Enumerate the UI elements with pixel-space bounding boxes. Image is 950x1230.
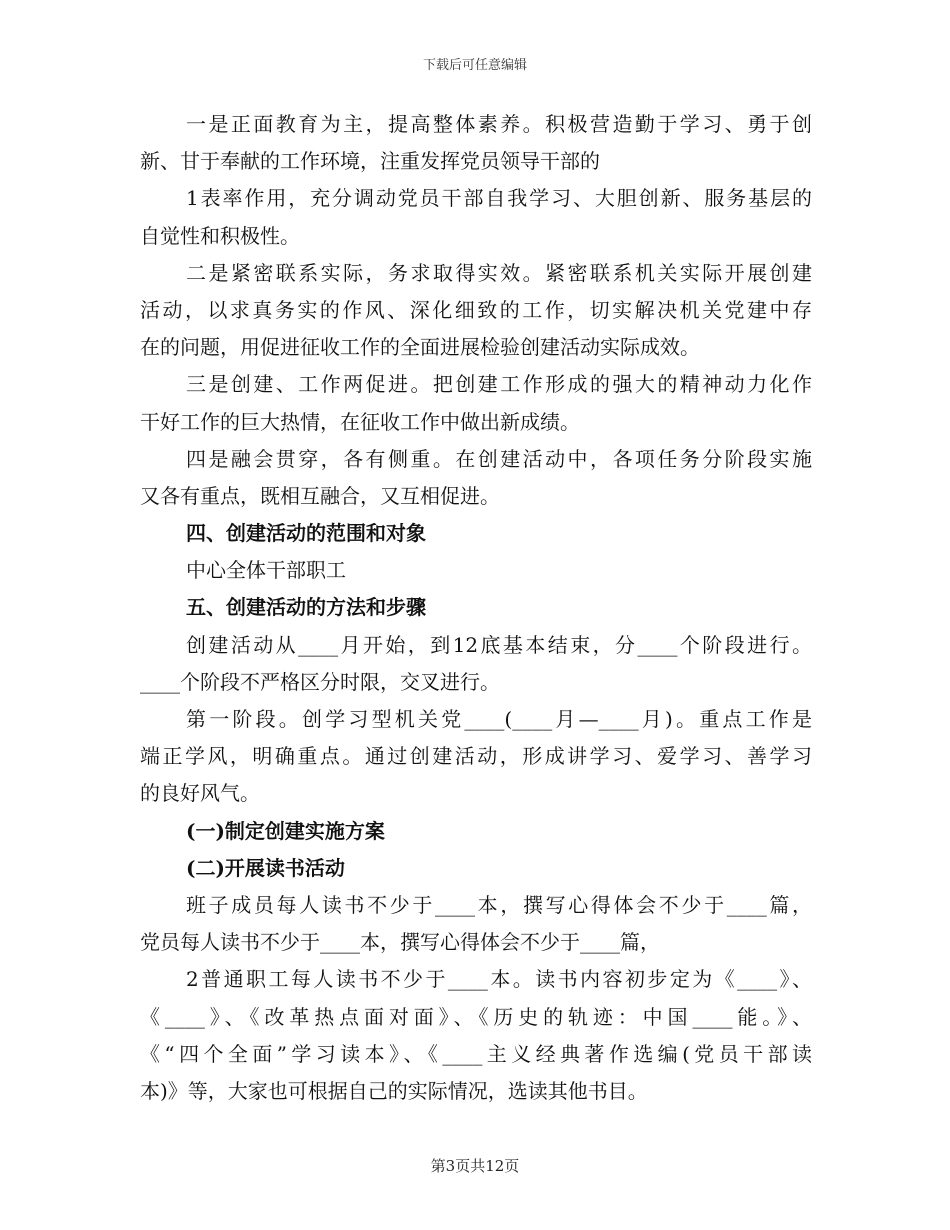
- paragraph-line: 自觉性和积极性。: [140, 223, 300, 248]
- section-heading: (二)开展读书活动: [186, 855, 345, 880]
- paragraph-line: 班子成员每人读书不少于____本，撰写心得体会不少于____篇，: [186, 892, 812, 917]
- paragraph-line: 活动，以求真务实的作风、深化细致的工作，切实解决机关党建中存: [140, 297, 812, 322]
- section-heading: 四、创建活动的范围和对象: [186, 521, 426, 546]
- paragraph-line: 新、甘于奉献的工作环境，注重发挥党员领导干部的: [140, 149, 600, 174]
- paragraph-line: 创建活动从____月开始，到12底基本结束，分____个阶段进行。: [186, 632, 812, 657]
- document-body: [140, 106, 812, 1110]
- section-heading: 五、创建活动的方法和步骤: [186, 595, 426, 620]
- paragraph-line: 一是正面教育为主，提高整体素养。积极营造勤于学习、勇于创: [186, 112, 812, 136]
- paragraph-line: 《____》、《改革热点面对面》、《历史的轨迹：中国____能。》、: [140, 1004, 812, 1029]
- paragraph-line: 二是紧密联系实际，务求取得实效。紧密联系机关实际开展创建: [186, 260, 812, 285]
- paragraph-line: 四是融会贯穿，各有侧重。在创建活动中，各项任务分阶段实施: [186, 446, 812, 471]
- paragraph-line: 又各有重点，既相互融合，又互相促进。: [140, 483, 500, 508]
- paragraph-line: 干好工作的巨大热情，在征收工作中做出新成绩。: [140, 409, 580, 434]
- paragraph-line: 2普通职工每人读书不少于____本。读书内容初步定为《____》、: [186, 967, 812, 992]
- page-footer: 第3页共12页: [430, 1157, 520, 1175]
- paragraph-line: 党员每人读书不少于____本，撰写心得体会不少于____篇，: [140, 930, 660, 955]
- paragraph-line: 第一阶段。创学习型机关党____(____月—____月)。重点工作是: [186, 707, 812, 731]
- paragraph-line: 端正学风，明确重点。通过创建活动，形成讲学习、爱学习、善学习: [140, 744, 812, 769]
- paragraph-line: ____个阶段不严格区分时限，交叉进行。: [140, 669, 500, 694]
- paragraph-line: 中心全体干部职工: [186, 558, 346, 583]
- paragraph-line: 《“四个全面”学习读本》、《____主义经典著作选编(党员干部读: [140, 1041, 812, 1066]
- paragraph-line: 的良好风气。: [140, 781, 260, 806]
- paragraph-line: 在的问题，用促进征收工作的全面进展检验创建活动实际成效。: [140, 335, 700, 360]
- paragraph-line: 三是创建、工作两促进。把创建工作形成的强大的精神动力化作: [186, 372, 812, 397]
- paragraph-line: 本)》等，大家也可根据自己的实际情况，选读其他书目。: [140, 1078, 648, 1103]
- paragraph-line: 1表率作用，充分调动党员干部自我学习、大胆创新、服务基层的: [186, 186, 812, 211]
- section-heading: (一)制定创建实施方案: [186, 818, 385, 843]
- page-header: 下载后可任意编辑: [422, 58, 527, 73]
